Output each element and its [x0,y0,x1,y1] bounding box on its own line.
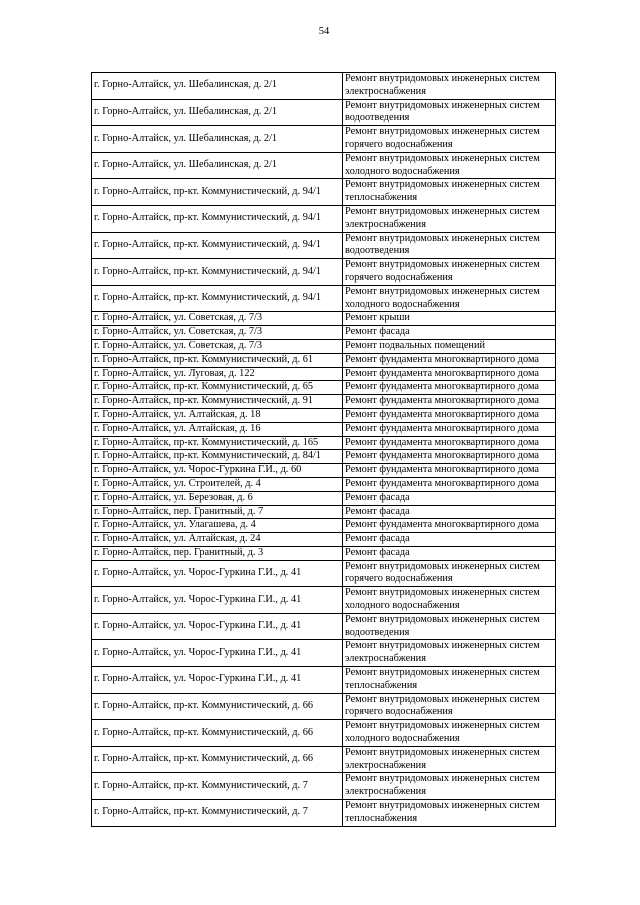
table-row [92,339,556,353]
address-cell: г. Горно-Алтайск, пр-кт. Коммунистический, д. 7 [92,773,343,800]
work-type-cell: Ремонт внутридомовых инженерных систем горячего водоснабжения [343,693,556,720]
work-type-cell: Ремонт фундамента многоквартирного дома [343,477,556,491]
address-cell: г. Горно-Алтайск, пр-кт. Коммунистический, д. 94/1 [92,285,343,312]
address-cell: г. Горно-Алтайск, пер. Гранитный, д. 3 [92,546,343,560]
address-cell: г. Горно-Алтайск, пр-кт. Коммунистический, д. 66 [92,720,343,747]
address-cell: г. Горно-Алтайск, пр-кт. Коммунистический, д. 84/1 [92,450,343,464]
table-row [92,546,556,560]
address-cell: г. Горно-Алтайск, ул. Шебалинская, д. 2/1 [92,152,343,179]
table-row [92,126,556,153]
table-row [92,285,556,312]
table-body [92,73,556,827]
work-type-cell: Ремонт фундамента многоквартирного дома [343,464,556,478]
work-type-cell: Ремонт внутридомовых инженерных систем холодного водоснабжения [343,285,556,312]
work-type-cell: Ремонт внутридомовых инженерных систем электроснабжения [343,773,556,800]
document-table [91,72,556,827]
address-cell: г. Горно-Алтайск, ул. Шебалинская, д. 2/1 [92,99,343,126]
work-type-cell: Ремонт подвальных помещений [343,339,556,353]
address-cell: г. Горно-Алтайск, ул. Чорос-Гуркина Г.И., д. 41 [92,587,343,614]
work-type-cell: Ремонт фундамента многоквартирного дома [343,381,556,395]
table-row [92,505,556,519]
work-type-cell: Ремонт внутридомовых инженерных систем горячего водоснабжения [343,126,556,153]
table-row [92,232,556,259]
work-type-cell: Ремонт внутридомовых инженерных систем теплоснабжения [343,667,556,694]
table-row [92,667,556,694]
table-row [92,152,556,179]
table-row [92,693,556,720]
address-cell: г. Горно-Алтайск, пр-кт. Коммунистический, д. 94/1 [92,179,343,206]
work-type-cell: Ремонт фасада [343,546,556,560]
table-row [92,800,556,827]
address-cell: г. Горно-Алтайск, ул. Чорос-Гуркина Г.И., д. 41 [92,560,343,587]
table-row [92,773,556,800]
table-row [92,640,556,667]
work-type-cell: Ремонт фундамента многоквартирного дома [343,422,556,436]
table-row [92,477,556,491]
address-cell: г. Горно-Алтайск, пр-кт. Коммунистический, д. 61 [92,353,343,367]
work-type-cell: Ремонт фасада [343,505,556,519]
table-row [92,179,556,206]
address-cell: г. Горно-Алтайск, ул. Алтайская, д. 16 [92,422,343,436]
page-number: 54 [318,26,330,37]
address-cell: г. Горно-Алтайск, ул. Чорос-Гуркина Г.И., д. 41 [92,640,343,667]
work-type-cell: Ремонт фундамента многоквартирного дома [343,367,556,381]
work-type-cell: Ремонт внутридомовых инженерных систем холодного водоснабжения [343,152,556,179]
work-type-cell: Ремонт внутридомовых инженерных систем водоотведения [343,232,556,259]
table-row [92,436,556,450]
address-cell: г. Горно-Алтайск, ул. Чорос-Гуркина Г.И., д. 41 [92,613,343,640]
table-row [92,99,556,126]
table-row [92,560,556,587]
address-cell: г. Горно-Алтайск, ул. Шебалинская, д. 2/1 [92,126,343,153]
address-cell: г. Горно-Алтайск, ул. Советская, д. 7/3 [92,339,343,353]
work-type-cell: Ремонт внутридомовых инженерных систем теплоснабжения [343,179,556,206]
work-type-cell: Ремонт фундамента многоквартирного дома [343,353,556,367]
address-cell: г. Горно-Алтайск, ул. Алтайская, д. 24 [92,533,343,547]
address-cell: г. Горно-Алтайск, пр-кт. Коммунистический, д. 66 [92,746,343,773]
address-cell: г. Горно-Алтайск, ул. Строителей, д. 4 [92,477,343,491]
table-row [92,408,556,422]
work-type-cell: Ремонт фундамента многоквартирного дома [343,395,556,409]
address-cell: г. Горно-Алтайск, пр-кт. Коммунистический, д. 7 [92,800,343,827]
table-row [92,259,556,286]
work-type-cell: Ремонт фасада [343,491,556,505]
table-row [92,312,556,326]
table-row [92,587,556,614]
table-row [92,381,556,395]
work-type-cell: Ремонт внутридомовых инженерных систем электроснабжения [343,205,556,232]
work-type-cell: Ремонт фундамента многоквартирного дома [343,436,556,450]
address-cell: г. Горно-Алтайск, ул. Луговая, д. 122 [92,367,343,381]
address-cell: г. Горно-Алтайск, ул. Улагашева, д. 4 [92,519,343,533]
work-type-cell: Ремонт внутридомовых инженерных систем электроснабжения [343,640,556,667]
table-row [92,326,556,340]
work-type-cell: Ремонт фасада [343,326,556,340]
table-row [92,533,556,547]
work-type-cell: Ремонт внутридомовых инженерных систем теплоснабжения [343,800,556,827]
table-row [92,720,556,747]
address-cell: г. Горно-Алтайск, ул. Советская, д. 7/3 [92,312,343,326]
address-cell: г. Горно-Алтайск, ул. Чорос-Гуркина Г.И., д. 60 [92,464,343,478]
table-row [92,519,556,533]
work-type-cell: Ремонт внутридомовых инженерных систем водоотведения [343,613,556,640]
address-cell: г. Горно-Алтайск, пр-кт. Коммунистический, д. 165 [92,436,343,450]
work-type-cell: Ремонт внутридомовых инженерных систем электроснабжения [343,746,556,773]
table-row [92,491,556,505]
table-row [92,450,556,464]
address-cell: г. Горно-Алтайск, ул. Советская, д. 7/3 [92,326,343,340]
table-row [92,73,556,100]
work-type-cell: Ремонт фундамента многоквартирного дома [343,408,556,422]
work-type-cell: Ремонт крыши [343,312,556,326]
address-cell: г. Горно-Алтайск, пр-кт. Коммунистический, д. 66 [92,693,343,720]
work-type-cell: Ремонт внутридомовых инженерных систем водоотведения [343,99,556,126]
work-type-cell: Ремонт внутридомовых инженерных систем электроснабжения [343,73,556,100]
address-cell: г. Горно-Алтайск, пр-кт. Коммунистический, д. 65 [92,381,343,395]
address-cell: г. Горно-Алтайск, пр-кт. Коммунистический, д. 91 [92,395,343,409]
work-type-cell: Ремонт фасада [343,533,556,547]
address-cell: г. Горно-Алтайск, пр-кт. Коммунистический, д. 94/1 [92,259,343,286]
address-cell: г. Горно-Алтайск, пер. Гранитный, д. 7 [92,505,343,519]
work-type-cell: Ремонт внутридомовых инженерных систем горячего водоснабжения [343,259,556,286]
table-row [92,464,556,478]
address-cell: г. Горно-Алтайск, ул. Шебалинская, д. 2/1 [92,73,343,100]
work-type-cell: Ремонт внутридомовых инженерных систем холодного водоснабжения [343,587,556,614]
table-row [92,422,556,436]
address-cell: г. Горно-Алтайск, пр-кт. Коммунистический, д. 94/1 [92,205,343,232]
table-row [92,613,556,640]
address-cell: г. Горно-Алтайск, пр-кт. Коммунистический, д. 94/1 [92,232,343,259]
work-type-cell: Ремонт фундамента многоквартирного дома [343,519,556,533]
table-row [92,746,556,773]
address-cell: г. Горно-Алтайск, ул. Березовая, д. 6 [92,491,343,505]
table-row [92,367,556,381]
table-row [92,353,556,367]
table-row [92,205,556,232]
table-row [92,395,556,409]
work-type-cell: Ремонт внутридомовых инженерных систем горячего водоснабжения [343,560,556,587]
work-type-cell: Ремонт фундамента многоквартирного дома [343,450,556,464]
work-type-cell: Ремонт внутридомовых инженерных систем холодного водоснабжения [343,720,556,747]
address-cell: г. Горно-Алтайск, ул. Чорос-Гуркина Г.И., д. 41 [92,667,343,694]
address-cell: г. Горно-Алтайск, ул. Алтайская, д. 18 [92,408,343,422]
